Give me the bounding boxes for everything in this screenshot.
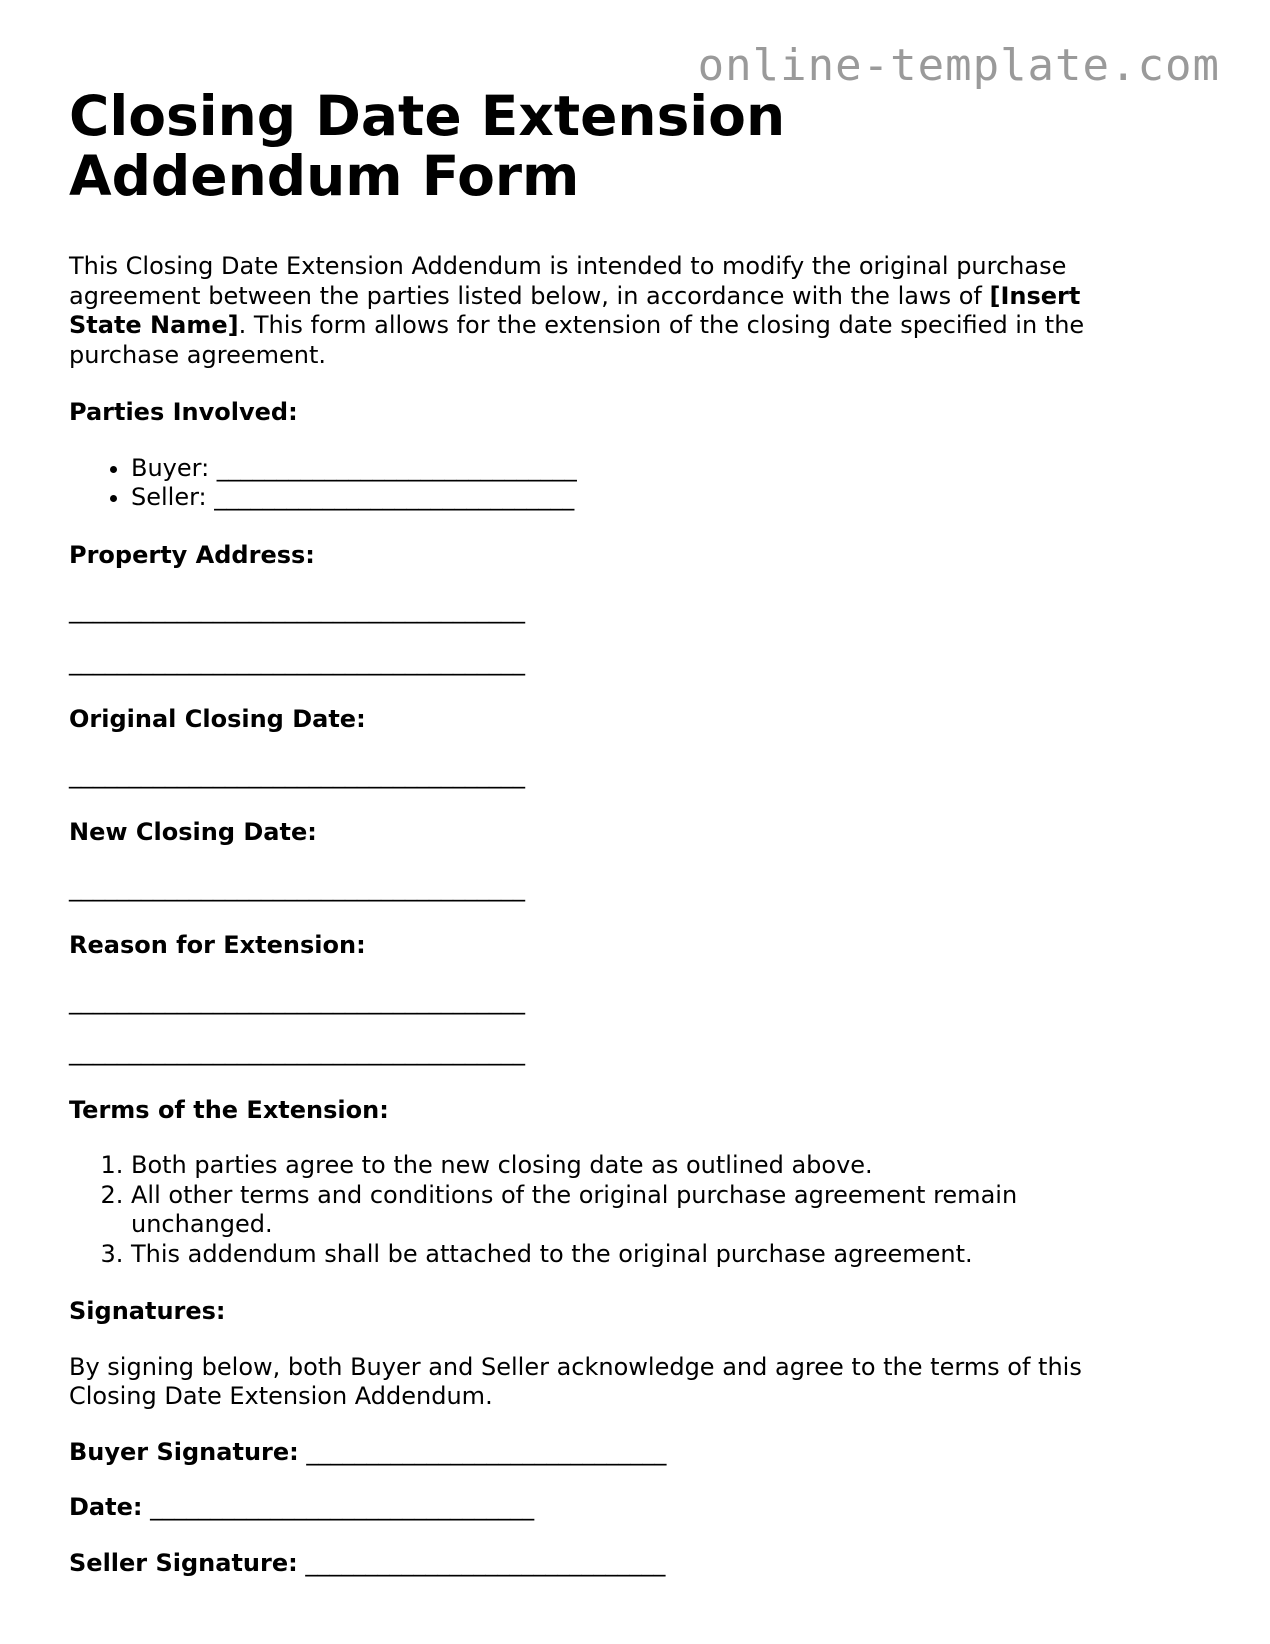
date-row	[69, 1493, 1159, 1523]
signatures-heading: Signatures:	[69, 1297, 226, 1325]
intro-paragraph	[69, 252, 1159, 370]
document-page	[69, 86, 1159, 1578]
property-address-heading: Property Address:	[69, 540, 315, 569]
buyer-field[interactable]: • Buyer: ______________________________	[131, 454, 1159, 484]
seller-signature-row	[69, 1549, 1159, 1579]
seller-signature-label: Seller Signature:	[69, 1548, 298, 1577]
buyer-signature-line[interactable]: ______________________________	[306, 1437, 667, 1466]
intro-text-end: . This form allows for the extension of the closing date specified in the purchase agreement.	[69, 311, 1085, 369]
new-closing-date-heading: New Closing Date:	[69, 818, 317, 846]
seller-field[interactable]: • Seller: ______________________________	[131, 483, 1159, 513]
parties-list	[69, 454, 1159, 513]
parties-heading: Parties Involved:	[69, 398, 298, 426]
term-item-3: 3. This addendum shall be attached to the original purchase agreement.	[131, 1240, 1159, 1270]
intro-text-start: This Closing Date Extension Addendum is intended to modify the original purchase agreement between the parties listed below, in accordance with the laws of	[69, 252, 1067, 310]
original-closing-date-heading: Original Closing Date:	[69, 705, 366, 733]
state-name-placeholder: [Insert State Name]	[69, 281, 1081, 339]
buyer-signature-label: Buyer Signature:	[69, 1437, 299, 1466]
term-item-1: 1. Both parties agree to the new closing date as outlined above.	[131, 1151, 1159, 1181]
reason-line-1[interactable]: ______________________________________	[69, 986, 525, 1015]
date-label: Date:	[69, 1493, 143, 1521]
reason-heading: Reason for Extension:	[69, 931, 366, 959]
buyer-signature-row	[69, 1438, 1159, 1468]
original-closing-date-line[interactable]: ______________________________________	[69, 760, 525, 789]
new-closing-date-line[interactable]: ______________________________________	[69, 873, 525, 902]
terms-list	[69, 1151, 1159, 1269]
watermark: online-template.com	[697, 40, 1220, 91]
page-title: Closing Date Extension Addendum Form	[69, 84, 786, 208]
property-address-line-1[interactable]: ______________________________________	[69, 596, 525, 624]
terms-heading: Terms of the Extension:	[69, 1095, 389, 1124]
reason-line-2[interactable]: ______________________________________	[69, 1038, 525, 1066]
seller-signature-line[interactable]: ______________________________	[305, 1548, 666, 1577]
term-item-2: 2. All other terms and conditions of the original purchase agreement remain unchanged.	[131, 1181, 1159, 1240]
date-line[interactable]: ________________________________	[150, 1493, 535, 1521]
property-address-line-2[interactable]: ______________________________________	[69, 647, 525, 676]
acknowledgement-text: By signing below, both Buyer and Seller acknowledge and agree to the terms of this Closing Date Extension Addendum.	[69, 1352, 1082, 1410]
